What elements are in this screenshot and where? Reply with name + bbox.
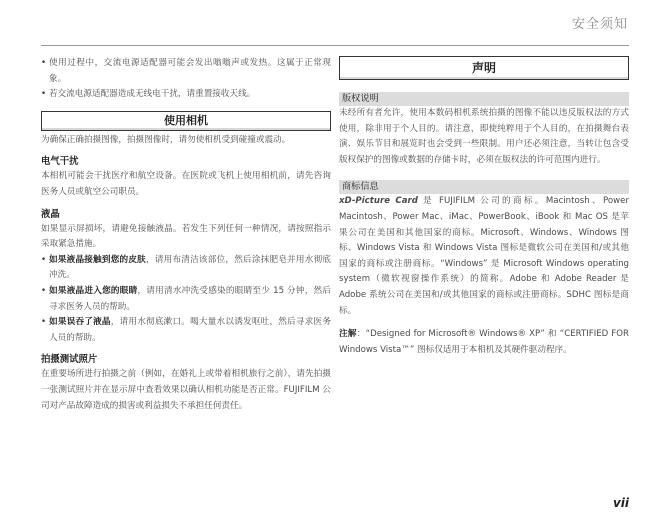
note-label: 注解 [339, 329, 357, 340]
list-item: • 使用过程中，交流电源适配器可能会发出嗡嗡声或发热。这属于正常现象。 [41, 56, 331, 87]
lcd-skin-warning: 如果液晶接触到您的皮肤 [49, 254, 147, 265]
test-shot-text: 在重要场所进行拍摄之前（例如，在婚礼上或带着相机旅行之前），请先拍摄一张测试照片并在显示屏中查看效果以确认相机功能是否正常。FUJIFILM 公司对产品故障造成的损害或利益损失不承担任何责任。 [41, 369, 331, 411]
copyright-heading: 版权说明 [339, 92, 629, 106]
lcd-eye-instructions: ，请用清水冲洗受感染的眼睛至少 15 分钟，然后寻求医务人员的帮助。 [49, 285, 331, 312]
lcd-skin-instructions: ，请用布清洁该部位，然后涂抹肥皂并用水彻底冲洗。 [49, 254, 331, 281]
test-shot-heading: 拍摄测试照片 [41, 354, 98, 366]
emi-heading: 电气干扰 [41, 156, 79, 168]
trademark-heading: 商标信息 [339, 180, 629, 194]
lcd-heading: 液晶 [41, 208, 60, 220]
right-column [339, 56, 629, 358]
list-item [41, 315, 331, 346]
emi-text: 本相机可能会干扰医疗和航空设备。在医院或飞机上使用相机前，请先咨询医务人员或航空公司职员。 [41, 171, 331, 197]
lcd-swallow-instructions: ，请用水彻底漱口。喝大量水以诱发呕吐，然后寻求医务人员的帮助。 [49, 317, 331, 343]
note-paragraph [339, 327, 629, 358]
lcd-bullet-list [41, 253, 331, 347]
copyright-text: 未经所有者允许，使用本数码相机系统拍摄的图像不能以违反版权法的方式使用，除非用于个人目的。请注意，即使纯粹用于个人目的，在拍摄舞台表演、娱乐节目和展览时也会受到一些限制。用户还必须注意，当转让包含受版权保护的图像或数据的存储卡时，必须在版权法的许可范围内进行。 [339, 108, 629, 165]
camera-use-text: 为确保正确拍摄图像，拍摄图像时，请勿使相机受到碰撞或震动。 [41, 134, 291, 145]
list-item [41, 253, 331, 284]
lcd-text: 如果显示屏损坏，请避免接触液晶。若发生下列任何一种情况，请按照指示采取紧急措施。 [41, 223, 331, 250]
header-section-title: 安全须知 [571, 17, 628, 32]
adapter-bullet-list [41, 56, 331, 103]
trademark-body: 是 FUJIFILM 公司的商标。Macintosh、Power Macintosh、Power Mac、iMac、PowerBook、iBook 和 Mac OS 是苹果公司在美国和其他国家的商标。Microsoft、Windows、Windows 图标、Windows Vista 和 Windows Vista 图标是微软公司在美国和/或其他国家的商标或注册商标。“Windows” 是 Microsoft Windows operating system（微软视窗操作系统）的简称。Adobe 和 Adobe Reader 是 Adobe 系统公司在美国和/或其他国家的商标或注册商标。SDHC 图标是商标。 [339, 196, 629, 316]
camera-use-heading: 使用相机 [41, 111, 331, 131]
left-column [41, 56, 331, 414]
list-item [41, 284, 331, 315]
list-item: • 若交流电源适配器造成无线电干扰，请重置接收天线。 [41, 87, 331, 103]
trademark-text [339, 194, 629, 319]
note-text: ：“Designed for Microsoft® Windows® XP” 和 “CERTIFIED FOR Windows Vista™” 图标仅适用于本相机及其硬件驱动程序。 [339, 329, 629, 355]
xd-picture-card-mark: xD-Picture Card [339, 196, 418, 207]
header-divider [41, 45, 629, 46]
page-number: vii [612, 496, 629, 510]
statement-heading: 声明 [339, 56, 629, 80]
lcd-swallow-warning: 如果误吞了液晶 [49, 317, 111, 328]
lcd-eye-warning: 如果液晶进入您的眼睛 [49, 285, 138, 296]
